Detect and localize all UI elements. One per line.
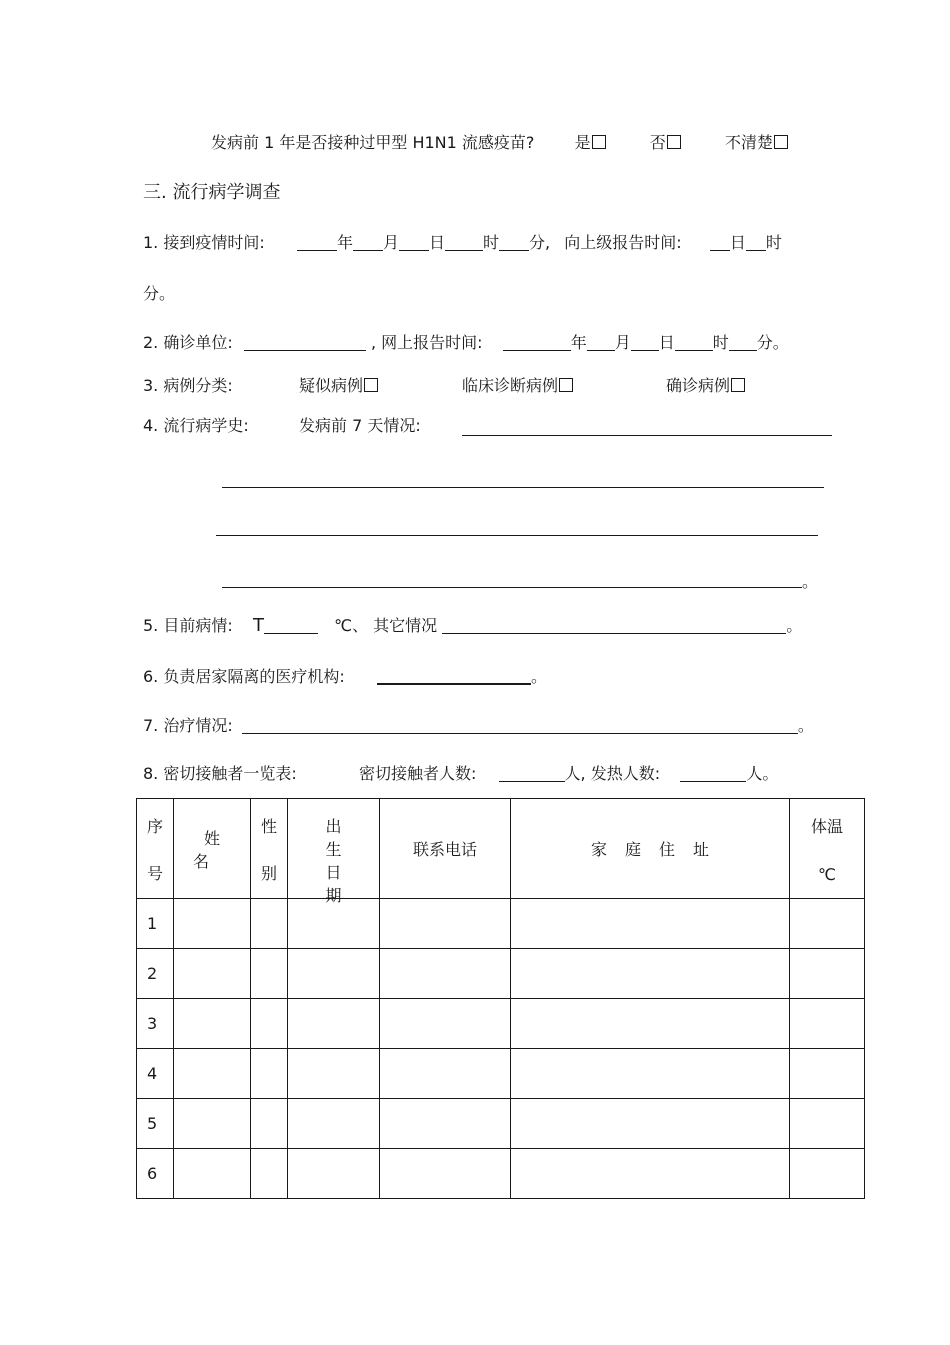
q3-label: 3. 病例分类: (143, 376, 233, 395)
name-cell[interactable] (174, 1099, 251, 1149)
q8-contacts-label: 密切接触者人数: (358, 764, 477, 783)
q2-minute-unit: 分。 (756, 333, 789, 352)
q2-month-input[interactable] (587, 334, 615, 351)
q7-row (143, 716, 814, 736)
q2-label: 2. 确诊单位: (143, 333, 233, 352)
table-row (137, 999, 865, 1049)
q1-report-hour-unit: 时 (765, 233, 782, 252)
q3-suspected-label: 疑似病例 (299, 376, 364, 395)
birth-cell[interactable] (288, 999, 380, 1049)
q1-minute-input[interactable] (499, 234, 529, 251)
temperature-cell[interactable] (790, 1099, 865, 1149)
header-birth: 出生 日期 (288, 799, 380, 899)
q1-month-input[interactable] (353, 234, 383, 251)
vaccine-no-checkbox[interactable] (667, 135, 681, 149)
temperature-cell[interactable] (790, 1149, 865, 1199)
q2-hour-unit: 时 (712, 333, 729, 352)
q8-person-unit-2: 人。 (746, 764, 779, 783)
phone-cell[interactable] (380, 999, 511, 1049)
vaccine-question: 发病前 1 年是否接种过甲型 H1N1 流感疫苗? (211, 133, 535, 152)
q8-label: 8. 密切接触者一览表: (143, 764, 297, 783)
temperature-cell[interactable] (790, 1049, 865, 1099)
address-cell[interactable] (511, 1099, 790, 1149)
q1-year-input[interactable] (297, 234, 337, 251)
birth-cell[interactable] (288, 949, 380, 999)
q1-hour-unit: 时 (482, 233, 499, 252)
q7-treatment-input[interactable] (242, 717, 798, 734)
row-number: 6 (137, 1149, 174, 1199)
contacts-table (136, 798, 865, 1199)
q2-year-input[interactable] (503, 334, 571, 351)
q2-row (143, 333, 789, 353)
q5-end: 。 (786, 616, 803, 635)
q1-year-unit: 年 (336, 233, 353, 252)
q8-fever-label: 发热人数: (590, 764, 661, 783)
table-row (137, 949, 865, 999)
q1-row (143, 233, 782, 253)
address-cell[interactable] (511, 899, 790, 949)
q1-day-unit: 日 (428, 233, 445, 252)
q2-day-unit: 日 (658, 333, 675, 352)
q2-day-input[interactable] (631, 334, 659, 351)
q6-end: 。 (530, 667, 547, 686)
phone-cell[interactable] (380, 1149, 511, 1199)
q4-answer-line-4[interactable] (222, 587, 802, 588)
birth-cell[interactable] (288, 1099, 380, 1149)
q3-row (143, 376, 233, 396)
row-number: 3 (137, 999, 174, 1049)
q3-clinical-label: 临床诊断病例 (462, 376, 559, 395)
q5-row (143, 616, 802, 636)
birth-cell[interactable] (288, 1049, 380, 1099)
q3-clinical-checkbox[interactable] (559, 378, 573, 392)
q1-label: 1. 接到疫情时间: (143, 233, 265, 252)
q2-hour-input[interactable] (675, 334, 713, 351)
row-number: 4 (137, 1049, 174, 1099)
q5-temperature-input[interactable] (264, 617, 318, 634)
phone-cell[interactable] (380, 1049, 511, 1099)
vaccine-yes-checkbox[interactable] (592, 135, 606, 149)
sex-cell[interactable] (251, 999, 288, 1049)
temperature-cell[interactable] (790, 899, 865, 949)
q1-report-label: 向上级报告时间: (564, 233, 682, 252)
table-header-row (137, 799, 865, 899)
q8-contacts-input[interactable] (499, 765, 565, 782)
phone-cell[interactable] (380, 1099, 511, 1149)
birth-cell[interactable] (288, 899, 380, 949)
q4-row (143, 416, 249, 436)
row-number: 2 (137, 949, 174, 999)
vaccine-yes-label: 是 (574, 133, 591, 152)
q5-unit: ℃、 其它情况 (334, 616, 438, 635)
q2-month-unit: 月 (614, 333, 631, 352)
phone-cell[interactable] (380, 949, 511, 999)
q6-label: 6. 负责居家隔离的医疗机构: (143, 667, 345, 686)
q3-confirmed-checkbox[interactable] (731, 378, 745, 392)
q4-end: 。 (802, 572, 819, 591)
q1-report-day-unit: 日 (729, 233, 746, 252)
header-phone: 联系电话 (380, 799, 511, 899)
row-number: 1 (137, 899, 174, 949)
table-body (137, 899, 865, 1199)
q2-year-unit: 年 (570, 333, 587, 352)
temperature-cell[interactable] (790, 999, 865, 1049)
q1-report-hour-input[interactable] (746, 234, 766, 251)
q3-suspected (299, 376, 378, 396)
vaccine-unknown-checkbox[interactable] (774, 135, 788, 149)
q5-other-input[interactable] (442, 617, 786, 634)
section-title: 三. 流行病学调查 (143, 182, 281, 203)
q1-minute-unit: 分, (529, 233, 551, 252)
q2-unit-input[interactable] (244, 334, 366, 351)
q1-day-input[interactable] (399, 234, 429, 251)
name-cell[interactable] (174, 949, 251, 999)
q7-end: 。 (797, 716, 814, 735)
sex-cell[interactable] (251, 949, 288, 999)
address-cell[interactable] (511, 1149, 790, 1199)
phone-cell[interactable] (380, 899, 511, 949)
name-cell[interactable] (174, 1149, 251, 1199)
birth-cell[interactable] (288, 1149, 380, 1199)
header-address: 家庭住址 (511, 799, 790, 899)
sex-cell[interactable] (251, 899, 288, 949)
q1-report-day-input[interactable] (710, 234, 730, 251)
q4-label: 4. 流行病学史: (143, 416, 249, 435)
vaccine-question-row (211, 133, 788, 153)
header-name: 姓名 (174, 799, 251, 899)
q6-institution-input[interactable] (377, 667, 531, 685)
q8-person-unit-1: 人, (564, 764, 586, 783)
q1-hour-input[interactable] (445, 234, 483, 251)
table-row (137, 1149, 865, 1199)
header-sex: 性 别 (251, 799, 288, 899)
q3-confirmed (666, 376, 745, 396)
temperature-cell[interactable] (790, 949, 865, 999)
table-row (137, 1099, 865, 1149)
q4-answer-line-3[interactable] (216, 535, 818, 536)
name-cell[interactable] (174, 899, 251, 949)
row-number: 5 (137, 1099, 174, 1149)
q1-continuation: 分。 (143, 284, 176, 303)
vaccine-unknown-label: 不清楚 (724, 133, 773, 152)
q2-minute-input[interactable] (729, 334, 757, 351)
address-cell[interactable] (511, 949, 790, 999)
q1-month-unit: 月 (382, 233, 399, 252)
q4-answer-line-2[interactable] (222, 487, 824, 488)
q6-row (143, 667, 547, 687)
vaccine-no-label: 否 (649, 133, 666, 152)
header-seq: 序 号 (137, 799, 174, 899)
q3-confirmed-label: 确诊病例 (666, 376, 731, 395)
q7-label: 7. 治疗情况: (143, 716, 233, 735)
q4-sub: 发病前 7 天情况: (299, 416, 421, 435)
q4-answer-line-1[interactable] (462, 435, 832, 436)
q8-fever-input[interactable] (680, 765, 746, 782)
address-cell[interactable] (511, 999, 790, 1049)
address-cell[interactable] (511, 1049, 790, 1099)
header-temperature: 体温 ℃ (790, 799, 865, 899)
q3-suspected-checkbox[interactable] (364, 378, 378, 392)
sex-cell[interactable] (251, 1149, 288, 1199)
q2-report-label: , 网上报告时间: (370, 333, 483, 352)
name-cell[interactable] (174, 1049, 251, 1099)
table-row (137, 1049, 865, 1099)
sex-cell[interactable] (251, 1049, 288, 1099)
name-cell[interactable] (174, 999, 251, 1049)
q5-t: T (252, 615, 264, 636)
table-row (137, 899, 865, 949)
q5-label: 5. 目前病情: (143, 616, 233, 635)
q8-row (143, 764, 778, 784)
sex-cell[interactable] (251, 1099, 288, 1149)
q3-clinical (462, 376, 573, 396)
